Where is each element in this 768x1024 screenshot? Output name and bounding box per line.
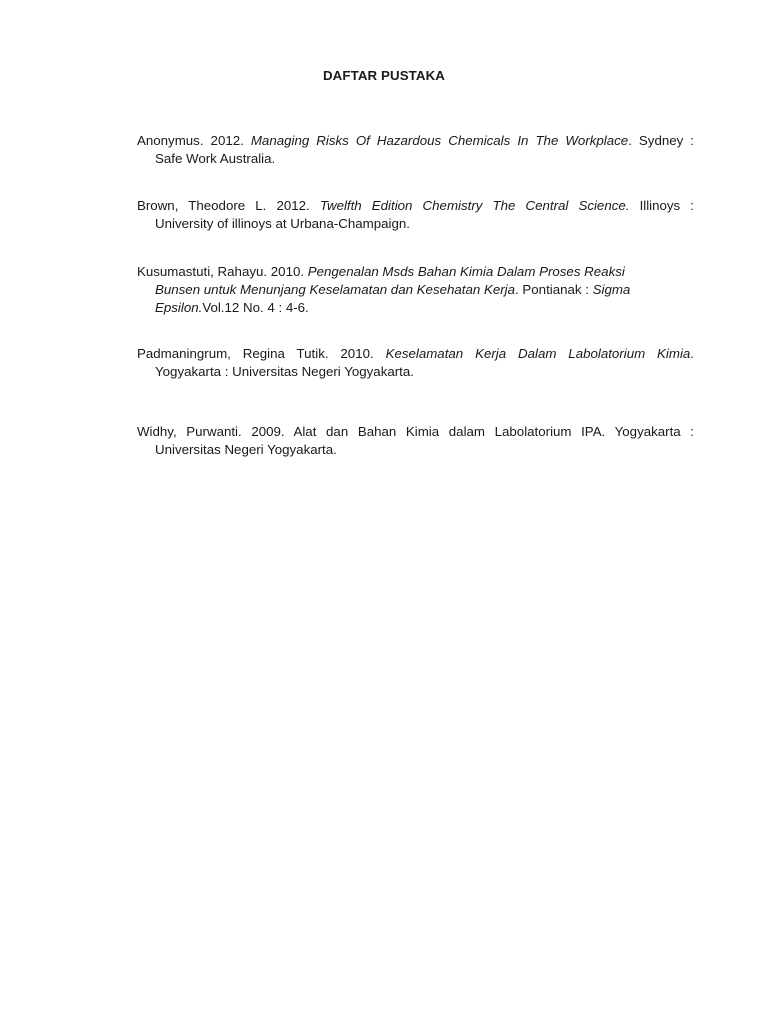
reference-line: Yogyakarta : Universitas Negeri Yogyakarta.	[155, 364, 414, 379]
reference-item	[137, 263, 694, 317]
reference-line: University of illinoys at Urbana-Champaign.	[155, 216, 410, 231]
page-title: DAFTAR PUSTAKA	[322, 68, 446, 83]
reference-item	[137, 197, 694, 233]
reference-line: Kusumastuti, Rahayu. 2010. Pengenalan Msds Bahan Kimia Dalam Proses Reaksi	[137, 264, 625, 279]
reference-title: Keselamatan Kerja Dalam Labolatorium Kimia	[385, 346, 691, 361]
reference-title: Twelfth Edition Chemistry The Central Science.	[319, 198, 630, 213]
journal-name: Sigma	[592, 282, 631, 297]
reference-title: Pengenalan Msds Bahan Kimia Dalam Proses Reaksi	[307, 264, 625, 279]
reference-line: Universitas Negeri Yogyakarta.	[155, 442, 337, 457]
reference-line: Brown, Theodore L. 2012. Twelfth Edition Chemistry The Central Science. Illinoys :	[137, 198, 694, 213]
reference-title: Managing Risks Of Hazardous Chemicals In The Workplace	[250, 133, 629, 148]
reference-line: Widhy, Purwanti. 2009. Alat dan Bahan Kimia dalam Labolatorium IPA. Yogyakarta :	[137, 424, 694, 439]
reference-item	[137, 423, 694, 459]
reference-line: Padmaningrum, Regina Tutik. 2010. Keselamatan Kerja Dalam Labolatorium Kimia.	[137, 346, 694, 361]
reference-line: Safe Work Australia.	[155, 151, 276, 166]
reference-item	[137, 132, 694, 168]
reference-item	[137, 345, 694, 381]
reference-line: Bunsen untuk Menunjang Keselamatan dan Kesehatan Kerja. Pontianak : Sigma	[155, 282, 631, 297]
reference-line: Anonymus. 2012. Managing Risks Of Hazardous Chemicals In The Workplace. Sydney :	[137, 133, 695, 148]
reference-line: Epsilon.Vol.12 No. 4 : 4-6.	[155, 300, 309, 315]
